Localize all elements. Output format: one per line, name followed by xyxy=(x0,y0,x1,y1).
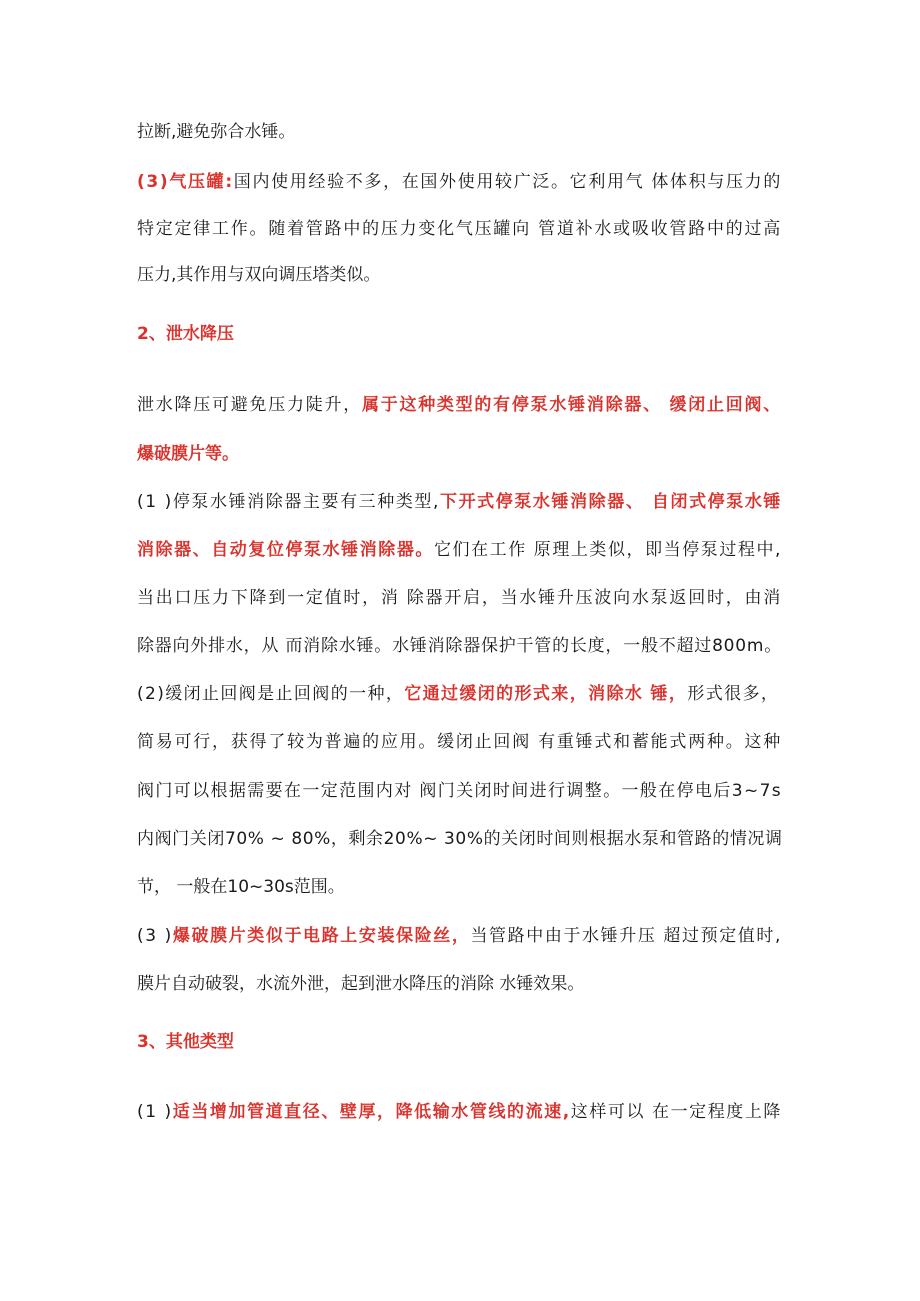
body-text: 拉断,避免弥合水锤。 xyxy=(137,122,296,142)
body-text: 当出口压力下降到一定值时，消 除器开启，当水锤升压波向水泵返回时，由消 xyxy=(137,588,782,608)
text-line xyxy=(137,263,380,287)
highlighted-text: 消除器、自动复位停泵水锤消除器。 xyxy=(137,540,434,560)
text-line xyxy=(137,924,782,948)
body-text: (1 ) xyxy=(137,1102,173,1122)
text-line xyxy=(137,875,345,899)
body-text: 当管路中由于水锤升压 超过预定值时, xyxy=(470,926,782,946)
body-text: (1 )停泵水锤消除器主要有三种类型, xyxy=(137,492,440,512)
body-text: 节， 一般在10~30s范围。 xyxy=(137,877,345,897)
text-line xyxy=(137,972,584,996)
highlighted-text: (3)气压罐: xyxy=(137,172,234,192)
body-text: 它们在工作 原理上类似，即当停泵过程中, xyxy=(433,540,783,560)
body-text: (2)缓闭止回阀是止回阀的一种， xyxy=(137,684,405,704)
text-line xyxy=(137,120,295,144)
text-line xyxy=(137,490,782,514)
body-text: 压力,其作用与双向调压塔类似。 xyxy=(137,265,381,285)
highlighted-text: 它通过缓闭的形式来，消除水 锤， xyxy=(404,684,688,704)
body-text: 阀门可以根据需要在一定范围内对 阀门关闭时间进行调整。一般在停电后3~7s xyxy=(137,781,782,801)
highlighted-text: 2、泄水降压 xyxy=(137,324,234,344)
text-line xyxy=(137,1030,234,1054)
text-line xyxy=(137,538,782,562)
text-line xyxy=(137,322,234,346)
text-line xyxy=(137,586,782,610)
text-line xyxy=(137,442,239,466)
highlighted-text: 3、其他类型 xyxy=(137,1032,234,1052)
text-line xyxy=(137,217,782,241)
body-text: 特定定律工作。随着管路中的压力变化气压罐向 管道补水或吸收管路中的过高 xyxy=(137,219,782,239)
body-text: 简易可行，获得了较为普遍的应用。缓闭止回阀 有重锤式和蓄能式两种。这种 xyxy=(137,732,782,752)
body-text: 国内使用经验不多，在国外使用较广泛。它利用气 体体积与压力的 xyxy=(233,172,783,192)
highlighted-text: 爆破膜片类似于电路上安装保险丝， xyxy=(172,926,471,946)
text-line xyxy=(137,827,783,851)
body-text: 形式很多， xyxy=(687,684,780,704)
text-line xyxy=(137,682,779,706)
highlighted-text: 属于这种类型的有停泵水锤消除器、 缓闭止回阀、 xyxy=(361,395,783,415)
body-text: 除器向外排水，从 而消除水锤。水锤消除器保护干管的长度，一般不超过800m。 xyxy=(137,636,782,656)
body-text: 泄水降压可避免压力陡升， xyxy=(137,395,362,415)
body-text: (3 ) xyxy=(137,926,173,946)
text-line xyxy=(137,730,782,754)
text-line xyxy=(137,779,782,803)
highlighted-text: 下开式停泵水锤消除器、 自闭式停泵水锤 xyxy=(439,492,782,512)
highlighted-text: 适当增加管道直径、壁厚，降低输水管线的流速, xyxy=(172,1102,571,1122)
body-text: 膜片自动破裂，水流外泄，起到泄水降压的消除 水锤效果。 xyxy=(137,974,585,994)
body-text: 内阀门关闭70% ~ 80%，剩余20%~ 30%的关闭时间则根据水泵和管路的情况调 xyxy=(137,829,783,849)
text-line xyxy=(137,1100,782,1124)
body-text: 这样可以 在一定程度上降 xyxy=(570,1102,783,1122)
text-line xyxy=(137,634,782,658)
text-line xyxy=(137,393,782,417)
text-line xyxy=(137,170,782,194)
highlighted-text: 爆破膜片等。 xyxy=(137,444,239,464)
